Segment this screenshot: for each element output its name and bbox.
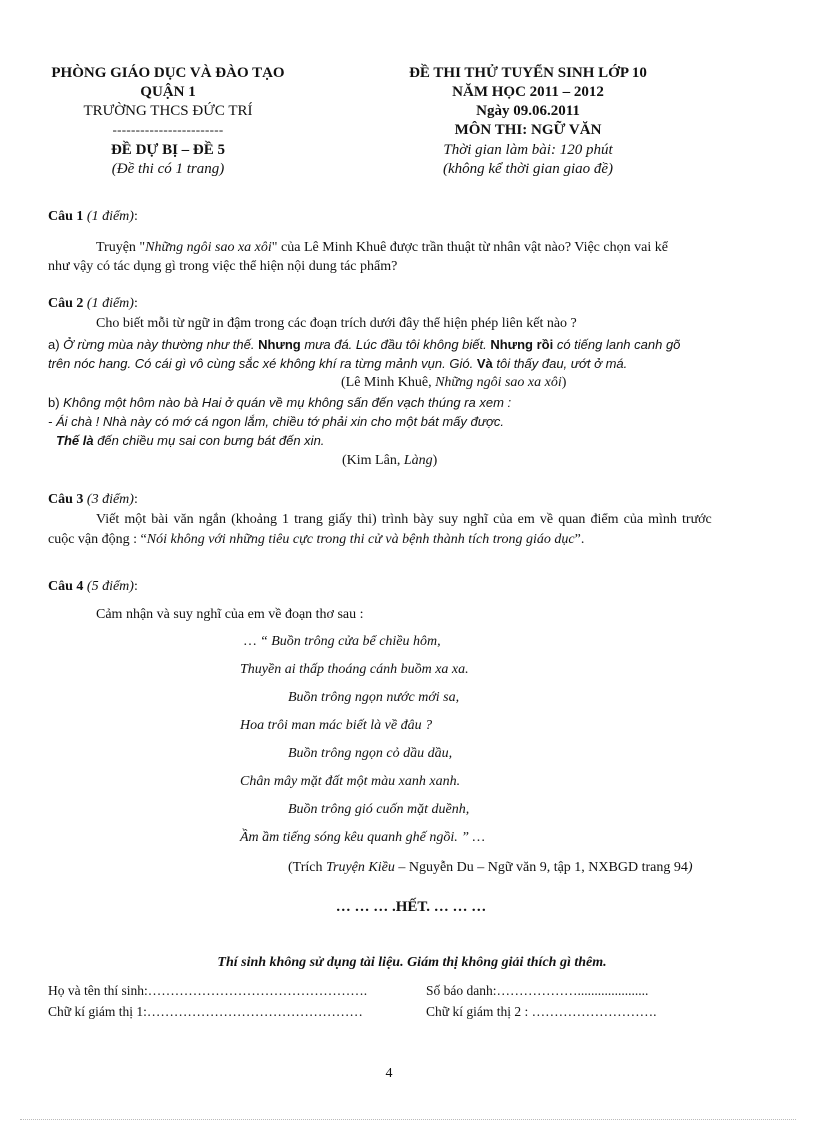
- exam-duration: Thời gian làm bài: 120 phút: [443, 142, 613, 158]
- poem-source-prefix: (Trích: [288, 860, 326, 875]
- question-4-colon: :: [133, 579, 138, 594]
- duration-note: (không kể thời gian giao đề): [442, 161, 614, 177]
- poem-line-4: Hoa trôi man mác biết là về đâu ?: [240, 718, 433, 733]
- exam-instruction: Thí sinh không sử dụng tài liệu. Giám thị không giải thích gì thêm.: [217, 955, 607, 970]
- question-3-heading: [48, 491, 138, 509]
- q3-slogan: Nói không với những tiêu cực trong thi cử và bệnh thành tích trong giáo dục: [146, 532, 575, 547]
- question-2-label: Câu 2: [48, 296, 84, 311]
- excerpt-a-source: [341, 374, 566, 392]
- q1-text-a: Truyện ": [96, 240, 146, 255]
- question-2-colon: :: [133, 296, 138, 311]
- excerpt-b-source: [342, 452, 437, 470]
- header-divider: ------------------------: [112, 122, 224, 137]
- poem-source-title: Truyện Kiều: [326, 860, 395, 875]
- poem-line-6: Chân mây mặt đất một màu xanh xanh.: [240, 774, 461, 789]
- q3-text-a: cuộc vận động : “: [48, 532, 147, 547]
- proctor-2-signature-field: Chữ kí giám thị 2 : ……………………….: [426, 1004, 657, 1019]
- poem-source-details: – Nguyễn Du – Ngữ văn 9, tập 1, NXBGD trang 94: [394, 860, 688, 875]
- question-3-label: Câu 3: [48, 492, 84, 507]
- question-1-label: Câu 1: [48, 209, 84, 224]
- question-2-intro: Cho biết mỗi từ ngữ in đậm trong các đoạn trích dưới đây thể hiện phép liên kết nào ?: [96, 316, 577, 331]
- poem-line-5: Buồn trông ngọn cỏ dầu dầu,: [288, 746, 453, 761]
- poem-line-8: Ầm ầm tiếng sóng kêu quanh ghế ngồi. ” …: [240, 830, 485, 845]
- question-4-intro: Cảm nhận và suy nghĩ của em về đoạn thơ sau :: [96, 607, 364, 622]
- excerpt-b-text-3: đến chiều mụ sai con bưng bát đến xin.: [93, 433, 325, 448]
- excerpt-a-line-2: [48, 355, 627, 373]
- excerpt-b-prefix: b): [48, 395, 64, 410]
- excerpt-a-text-5: tôi thấy đau, ướt ở má.: [492, 356, 628, 371]
- exam-code: ĐỀ DỰ BỊ – ĐỀ 5: [110, 142, 226, 158]
- excerpt-b-line-1: [48, 394, 511, 412]
- page-number: 4: [385, 1066, 393, 1081]
- question-3-points: (3 điểm): [86, 492, 134, 507]
- candidate-id-field: Số báo danh:……………….....................: [426, 983, 649, 998]
- poem-line-3: Buồn trông ngọn nước mới sa,: [288, 690, 460, 705]
- question-1-line-2: như vậy có tác dụng gì trong việc thể hiện nội dung tác phẩm?: [48, 259, 398, 274]
- excerpt-a-source-title: Những ngôi sao xa xôi: [435, 375, 562, 390]
- question-1-heading: [48, 208, 138, 226]
- poem-line-1: … “ Buồn trông cửa bể chiều hôm,: [244, 634, 441, 649]
- excerpt-b-text-1: Không một hôm nào bà Hai ở quán về mụ không sấn đến vạch thúng ra xem :: [63, 395, 512, 410]
- excerpt-b-line-2: - Ái chà ! Nhà này có mớ cá ngon lắm, chiều tớ phải xin cho một bát mấy được.: [48, 414, 504, 429]
- excerpt-a-bold-2: Nhưng rồi: [490, 337, 554, 352]
- excerpt-a-source-author: (Lê Minh Khuê,: [341, 375, 436, 390]
- q3-text-b: ”.: [574, 532, 585, 547]
- question-3-line-2: [48, 531, 584, 549]
- question-1-colon: :: [133, 209, 138, 224]
- page-count-note: (Đề thi có 1 trang): [111, 161, 225, 177]
- dept-name: PHÒNG GIÁO DỤC VÀ ĐÀO TẠO: [51, 65, 285, 81]
- question-2-points: (1 điểm): [86, 296, 134, 311]
- excerpt-b-bold: Thế là: [56, 433, 94, 448]
- excerpt-a-prefix: a): [48, 337, 64, 352]
- question-1-line-1: [96, 239, 668, 257]
- excerpt-a-source-end: ): [561, 375, 567, 390]
- q1-text-b: " của Lê Minh Khuê được trần thuật từ nhân vật nào? Việc chọn vai kể: [271, 240, 668, 255]
- question-4-points: (5 điểm): [86, 579, 134, 594]
- poem-line-2: Thuyền ai thấp thoáng cánh buồm xa xa.: [240, 662, 469, 677]
- excerpt-a-bold-3: Và: [476, 356, 493, 371]
- q1-work-title: Những ngôi sao xa xôi: [145, 240, 272, 255]
- question-3-line-1: Viết một bài văn ngắn (khoảng 1 trang giấy thi) trình bày suy nghĩ của em về quan điểm của mình trước: [96, 512, 712, 527]
- page-bottom-rule: [20, 1119, 796, 1120]
- end-of-exam-mark: … … … .HẾT. … … …: [335, 899, 487, 915]
- exam-title: ĐỀ THI THỬ TUYỂN SINH LỚP 10: [409, 65, 647, 81]
- question-2-heading: [48, 295, 138, 313]
- poem-line-7: Buồn trông gió cuốn mặt duềnh,: [288, 802, 470, 817]
- excerpt-b-source-end: ): [432, 453, 438, 468]
- question-4-label: Câu 4: [48, 579, 84, 594]
- question-1-points: (1 điểm): [86, 209, 134, 224]
- exam-date: Ngày 09.06.2011: [476, 103, 580, 119]
- candidate-name-field: Họ và tên thí sinh:………………………………………….: [48, 983, 368, 998]
- poem-source-end: ): [687, 860, 693, 875]
- excerpt-b-source-author: (Kim Lân,: [342, 453, 404, 468]
- proctor-1-signature-field: Chữ kí giám thị 1:…………………………………………: [48, 1004, 363, 1019]
- excerpt-a-text-1: Ở rừng mùa này thường như thế.: [63, 337, 259, 352]
- school-year: NĂM HỌC 2011 – 2012: [452, 84, 604, 100]
- question-4-heading: [48, 578, 138, 596]
- excerpt-a-text-4: trên nóc hang. Có cái gì vô cùng sắc xé không khí ra từng mảnh vụn. Gió.: [48, 356, 477, 371]
- excerpt-a-line-1: [48, 336, 680, 354]
- excerpt-a-bold-1: Nhưng: [258, 337, 301, 352]
- district-name: QUẬN 1: [140, 84, 196, 100]
- exam-subject: MÔN THI: NGỮ VĂN: [454, 122, 602, 138]
- excerpt-b-line-3: [56, 432, 324, 450]
- poem-source: [288, 859, 693, 877]
- question-3-colon: :: [133, 492, 138, 507]
- excerpt-b-source-title: Làng: [403, 453, 433, 468]
- excerpt-a-text-2: mưa đá. Lúc đầu tôi không biết.: [300, 337, 491, 352]
- excerpt-a-text-3: có tiếng lanh canh gõ: [553, 337, 681, 352]
- school-name: TRƯỜNG THCS ĐỨC TRÍ: [83, 103, 253, 119]
